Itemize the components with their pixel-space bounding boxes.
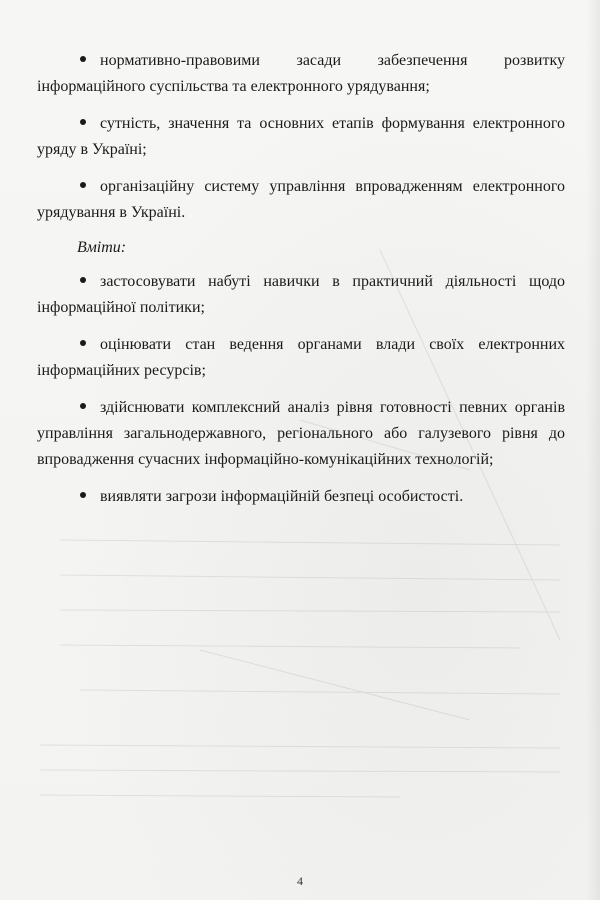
section-title: Вміти:	[77, 239, 127, 256]
page-number: 4	[297, 874, 303, 888]
list-item	[37, 395, 565, 473]
bullet-icon	[80, 340, 86, 346]
page-edge-shadow	[586, 0, 600, 900]
bullet-icon	[80, 119, 86, 125]
list-item-text: оцінювати стан ведення органами влади своїх електронних інформаційних ресурсів;	[37, 336, 565, 379]
bullet-icon	[80, 403, 86, 409]
list-item	[37, 269, 565, 321]
list-item-text: сутність, значення та основних етапів формування електронного уряду в Україні;	[37, 115, 565, 158]
list-item	[37, 484, 565, 510]
list-item	[37, 48, 565, 100]
list-item-text: нормативно-правовими засади забезпечення розвитку інформаційного суспільства та електронного урядування;	[37, 52, 565, 95]
bullet-icon	[80, 277, 86, 283]
bullet-icon	[80, 56, 86, 62]
list-item-text: організаційну систему управління впровадженням електронного урядування в Україні.	[37, 178, 565, 221]
bullet-icon	[80, 492, 86, 498]
list-item	[37, 111, 565, 163]
list-item	[37, 174, 565, 226]
list-item-text: застосовувати набуті навички в практичний діяльності щодо інформаційної політики;	[37, 273, 565, 316]
list-item-text: здійснювати комплексний аналіз рівня готовності певних органів управління загальнодержавного, регіонального або галузевого рівня до впровадження сучасних інформаційно-комунікаційних технологій;	[37, 399, 565, 468]
bullet-icon	[80, 182, 86, 188]
list-item	[37, 332, 565, 384]
document-body	[37, 48, 565, 521]
list-item-text: виявляти загрози інформаційній безпеці особистості.	[100, 488, 464, 505]
